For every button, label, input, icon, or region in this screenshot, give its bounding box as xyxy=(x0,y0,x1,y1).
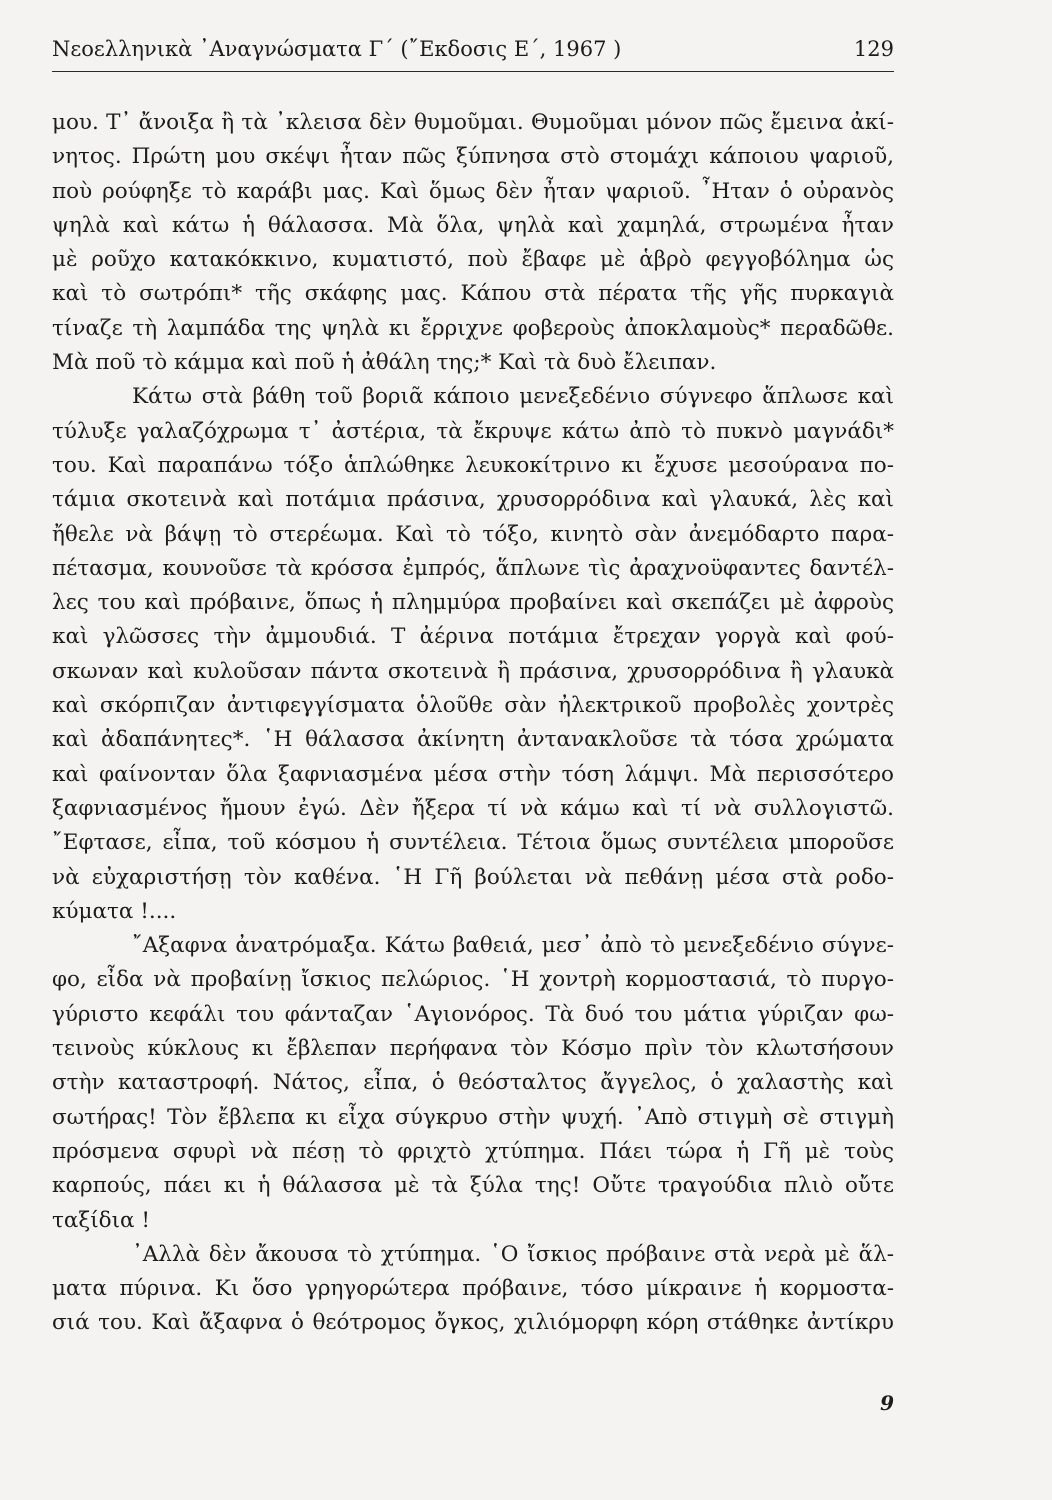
text-line: νητος. Πρώτη μου σκέψι ἦταν πῶς ξύπνησα στὸ στομάχι κάποιου ψαριοῦ, xyxy=(52,144,894,170)
text-line: φο, εἶδα νὰ προβαίνῃ ἴσκιος πελώριος. ῾Η χοντρὴ κορμοστασιά, τὸ πυργο- xyxy=(52,967,894,993)
text-line: λες του καὶ πρόβαινε, ὅπως ἡ πλημμύρα προβαίνει καὶ σκεπάζει μὲ ἀφροὺς xyxy=(52,590,894,616)
text-line: τάμια σκοτεινὰ καὶ ποτάμια πράσινα, χρυσορρόδινα καὶ γλαυκά, λὲς καὶ xyxy=(52,487,894,513)
page-number: 129 xyxy=(853,37,894,61)
text-line: ψηλὰ καὶ κάτω ἡ θάλασσα. Μὰ ὅλα, ψηλὰ καὶ χαμηλά, στρωμένα ἦταν xyxy=(52,212,894,238)
text-line: καὶ τὸ σωτρόπι* τῆς σκάφης μας. Κάπου στὰ πέρατα τῆς γῆς πυρκαγιὰ xyxy=(52,281,894,307)
text-line: ματα πύρινα. Κι ὅσο γρηγορώτερα πρόβαινε, τόσο μίκραινε ἡ κορμοστα- xyxy=(52,1276,894,1302)
text-line: καὶ σκόρπιζαν ἀντιφεγγίσματα ὁλοῦθε σὰν ἠλεκτρικοῦ προβολὲς χοντρὲς xyxy=(52,693,894,719)
running-head xyxy=(52,36,894,62)
text-line: πρόσμενα σφυρὶ νὰ πέσῃ τὸ φριχτὸ χτύπημα. Πάει τώρα ἡ Γῆ μὲ τοὺς xyxy=(52,1138,894,1164)
text-line: νὰ εὐχαριστήσῃ τὸν καθένα. ῾Η Γῆ βούλεται νὰ πεθάνῃ μέσα στὰ ροδο- xyxy=(52,864,894,890)
text-line: ταξίδια ! xyxy=(52,1207,151,1233)
text-line: καὶ γλῶσσες τὴν ἀμμουδιά. Τ ἀέρινα ποτάμια ἔτρεχαν γοργὰ καὶ φού- xyxy=(52,624,894,650)
text-line: τίναζε τὴ λαμπάδα της ψηλὰ κι ἔρριχνε φοβεροὺς ἀποκλαμοὺς* περαδῶθε. xyxy=(52,315,894,341)
running-head-title: Νεοελληνικὰ ᾿Αναγνώσματα Γ΄ (῎Εκδοσις Ε΄, 1967 ) xyxy=(52,37,622,61)
text-line: σιά του. Καὶ ἄξαφνα ὁ θεότρομος ὄγκος, χιλιόμορφη κόρη στάθηκε ἀντίκρυ xyxy=(52,1310,894,1336)
text-line: καρπούς, πάει κι ἡ θάλασσα μὲ τὰ ξύλα της! Οὔτε τραγούδια πλιὸ οὔτε xyxy=(52,1173,894,1199)
text-line: κύματα !.... xyxy=(52,898,177,924)
text-line: γύριστο κεφάλι του φάνταζαν ῾Αγιονόρος. Τὰ δυό του μάτια γύριζαν φω- xyxy=(52,1001,894,1027)
text-line: ῎Εφτασε, εἶπα, τοῦ κόσμου ἡ συντέλεια. Τέτοια ὅμως συντέλεια μποροῦσε xyxy=(52,830,894,856)
text-line: του. Καὶ παραπάνω τόξο ἁπλώθηκε λευκοκίτρινο κι ἔχυσε μεσούρανα πο- xyxy=(52,452,894,478)
text-line: τεινοὺς κύκλους κι ἔβλεπαν περήφανα τὸν Κόσμο πρὶν τὸν κλωτσήσουν xyxy=(52,1036,894,1062)
body-text xyxy=(52,106,894,1341)
text-line: ξαφνιασμένος ἤμουν ἐγώ. Δὲν ἤξερα τί νὰ κάμω καὶ τί νὰ συλλογιστῶ. xyxy=(52,795,894,821)
text-line: μὲ ροῦχο κατακόκκινο, κυματιστό, ποὺ ἔβαφε μὲ ἁβρὸ φεγγοβόλημα ὡς xyxy=(52,247,894,273)
text-line: Μὰ ποῦ τὸ κάμμα καὶ ποῦ ἡ ἀθάλη της;* Καὶ τὰ δυὸ ἔλειπαν. xyxy=(52,350,717,376)
text-line: μου. Τ᾿ ἄνοιξα ἢ τὰ ᾿κλεισα δὲν θυμοῦμαι. Θυμοῦμαι μόνον πῶς ἔμεινα ἀκί- xyxy=(52,110,894,135)
text-line: ποὺ ρούφηξε τὸ καράβι μας. Καὶ ὅμως δὲν ἦταν ψαριοῦ. ῏Ηταν ὁ οὐρανὸς xyxy=(52,178,894,204)
signature-mark: 9 xyxy=(880,1391,894,1415)
header-rule xyxy=(52,71,894,72)
text-line: σκωναν καὶ κυλοῦσαν πάντα σκοτεινὰ ἢ πράσινα, χρυσορρόδινα ἢ γλαυκὰ xyxy=(52,658,894,684)
text-line: καὶ φαίνονταν ὅλα ξαφνιασμένα μέσα στὴν τόση λάμψι. Μὰ περισσότερο xyxy=(52,761,894,787)
paragraph-start-line: Κάτω στὰ βάθη τοῦ βοριᾶ κάποιο μενεξεδένιο σύγνεφο ἅπλωσε καὶ xyxy=(132,384,894,410)
text-line: πέτασμα, κουνοῦσε τὰ κρόσσα ἐμπρός, ἅπλωνε τὶς ἀραχνοϋφαντες δαντέλ- xyxy=(52,555,894,581)
paragraph-start-line: ῎Αξαφνα ἀνατρόμαξα. Κάτω βαθειά, μεσ᾿ ἀπὸ τὸ μενεξεδένιο σύγνε- xyxy=(132,933,894,959)
text-line: στὴν καταστροφή. Νάτος, εἶπα, ὁ θεόσταλτος ἄγγελος, ὁ χαλαστὴς καὶ xyxy=(52,1070,894,1096)
text-line: σωτήρας! Τὸν ἔβλεπα κι εἶχα σύγκρυο στὴν ψυχή. ᾿Απὸ στιγμὴ σὲ στιγμὴ xyxy=(52,1104,894,1130)
text-line: καὶ ἀδαπάνητες*. ῾Η θάλασσα ἀκίνητη ἀντανακλοῦσε τὰ τόσα χρώματα xyxy=(52,727,894,753)
text-line: τύλυξε γαλαζόχρωμα τ᾿ ἀστέρια, τὰ ἔκρυψε κάτω ἀπὸ τὸ πυκνὸ μαγνάδι* xyxy=(52,418,894,444)
text-line: ἤθελε νὰ βάψῃ τὸ στερέωμα. Καὶ τὸ τόξο, κινητὸ σὰν ἀνεμόδαρτο παρα- xyxy=(52,521,894,547)
paragraph-start-line: ᾿Αλλὰ δὲν ἄκουσα τὸ χτύπημα. ῾Ο ἴσκιος πρόβαινε στὰ νερὰ μὲ ἅλ- xyxy=(132,1241,894,1267)
